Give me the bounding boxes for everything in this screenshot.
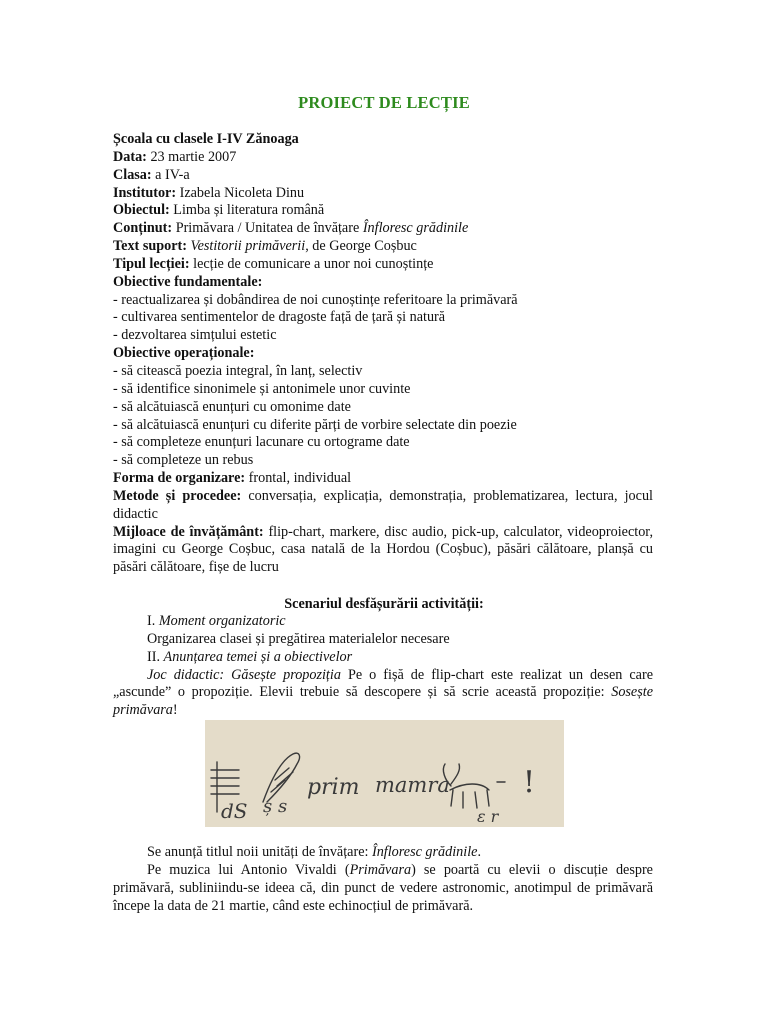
- fundamental-item: - cultivarea sentimentelor de dragoste față de țară și natură: [113, 309, 446, 326]
- date-label: Data:: [113, 148, 147, 165]
- teacher-row: [113, 185, 653, 203]
- methods-label: Metode și procedee:: [113, 487, 242, 504]
- operational-item: - să citească poezia integral, în lanț, selectiv: [113, 362, 363, 379]
- support-text-title: Vestitorii primăverii: [186, 238, 306, 255]
- lesson-type-label: Tipul lecției:: [113, 255, 190, 272]
- step-one-text: Organizarea clasei și pregătirea materialelor necesare: [147, 630, 450, 647]
- lesson-type-row: [113, 256, 653, 274]
- vivaldi-text-b: ) se poartă cu elevii o discuție despre primăvară, subliniindu-se ideea că, din punct de vedere astronomic, anotimpul de primăvară începe la data de 21 martie, când este echinocțiul de primăvară.: [113, 861, 653, 914]
- fish-drawing: [263, 753, 300, 802]
- operational-item: - să completeze enunțuri lacunare cu ortograme date: [113, 434, 410, 451]
- unit-announcement-text: Se anunță titlul noii unități de învățare:: [147, 844, 372, 860]
- vivaldi-paragraph: [113, 862, 653, 916]
- teacher-label: Institutor:: [113, 184, 177, 201]
- scenario-heading: Scenariul desfășurării activității:: [284, 596, 484, 612]
- scenario-body: [113, 613, 653, 720]
- vivaldi-work: Primăvara: [349, 861, 412, 878]
- operational-item: - să completeze un rebus: [113, 452, 254, 469]
- content-value: Primăvara / Unitatea de învățare: [172, 220, 363, 237]
- sketch-mark: !: [523, 765, 536, 800]
- school-name: Școala cu clasele I-IV Zănoaga: [113, 131, 299, 147]
- subject-row: [113, 202, 653, 220]
- sketch-word: dS: [221, 799, 248, 823]
- organization-label: Forma de organizare:: [113, 470, 246, 487]
- game-end: !: [172, 702, 178, 719]
- fish-drawing: [271, 768, 293, 792]
- methods-row: [113, 488, 653, 524]
- unit-announcement: [113, 844, 653, 862]
- support-text-row: [113, 238, 653, 256]
- resources-label: Mijloace de învățământ:: [113, 523, 264, 540]
- unit-announcement-title: Înfloresc grădinile: [371, 844, 478, 860]
- content-label: Conținut:: [113, 220, 173, 237]
- fundamental-heading: Obiective fundamentale:: [113, 273, 263, 290]
- game-text: Pe o fișă de flip-chart este realizat un desen care „ascunde” o propoziție. Elevii trebuie să descopere și să scrie această propoziție:: [113, 666, 654, 701]
- date-row: [113, 149, 653, 167]
- operational-item: - să alcătuiască enunțuri cu omonime date: [113, 398, 351, 415]
- vivaldi-text-a: Pe muzica lui Antonio Vivaldi (: [147, 861, 350, 878]
- game-paragraph: [113, 667, 653, 721]
- step-two-title: Anunțarea temei și a obiectivelor: [163, 648, 353, 665]
- lesson-header: [113, 131, 653, 577]
- step-two: [113, 649, 653, 667]
- closing-section: [113, 844, 653, 915]
- rebus-sketch-svg: [205, 720, 564, 827]
- teacher-value: Izabela Nicoleta Dinu: [176, 184, 305, 201]
- unit-announcement-end: .: [477, 844, 482, 860]
- sketch-word: prim: [307, 775, 360, 800]
- resources-value: flip-chart, markere, disc audio, pick-up, calculator, videoproiector, imagini cu George Coșbuc, casa natală de la Hordou (Coșbuc), păsări călătoare, planșă cu păsări călătoare, fișe de lucru: [113, 523, 653, 576]
- class-row: [113, 167, 653, 185]
- lesson-type-value: lecție de comunicare a unor noi cunoștințe: [189, 255, 434, 272]
- support-text-author: , de George Coșbuc: [305, 238, 417, 255]
- sketch-word: mamra: [375, 773, 450, 797]
- game-answer: Sosește primăvara: [113, 684, 653, 719]
- resources-row: [113, 524, 653, 578]
- class-value: a IV-a: [151, 166, 190, 183]
- operational-heading: Obiective operaționale:: [113, 345, 255, 362]
- fundamental-item: - dezvoltarea simțului estetic: [113, 327, 277, 344]
- operational-item: - să identifice sinonimele și antonimele unor cuvinte: [113, 380, 411, 397]
- sketch-word: ș s: [263, 796, 288, 817]
- page-title: PROIECT DE LECȚIE: [298, 93, 470, 112]
- step-one: [113, 613, 653, 631]
- class-label: Clasa:: [113, 166, 152, 183]
- content-row: [113, 220, 653, 238]
- fundamental-item: - reactualizarea și dobândirea de noi cunoștințe referitoare la primăvară: [113, 291, 518, 308]
- subject-value: Limba și literatura română: [169, 202, 325, 219]
- organization-row: [113, 470, 653, 488]
- game-label: Joc didactic: Găsește propoziția: [147, 666, 341, 683]
- content-unit: Înfloresc grădinile: [362, 220, 469, 237]
- step-two-number: II.: [147, 648, 164, 665]
- operational-item: - să alcătuiască enunțuri cu diferite părți de vorbire selectate din poezie: [113, 416, 517, 433]
- organization-value: frontal, individual: [245, 470, 352, 487]
- step-one-title: Moment organizatoric: [158, 613, 286, 629]
- date-value: 23 martie 2007: [146, 148, 237, 165]
- sketch-word: ε r: [477, 807, 499, 826]
- goat-drawing: [450, 784, 489, 808]
- rebus-drawing: [205, 720, 564, 827]
- step-one-number: I.: [147, 613, 159, 629]
- support-text-label: Text suport:: [113, 238, 187, 255]
- methods-value: conversația, explicația, demonstrația, problematizarea, lectura, jocul didactic: [113, 487, 653, 522]
- subject-label: Obiectul:: [113, 202, 170, 219]
